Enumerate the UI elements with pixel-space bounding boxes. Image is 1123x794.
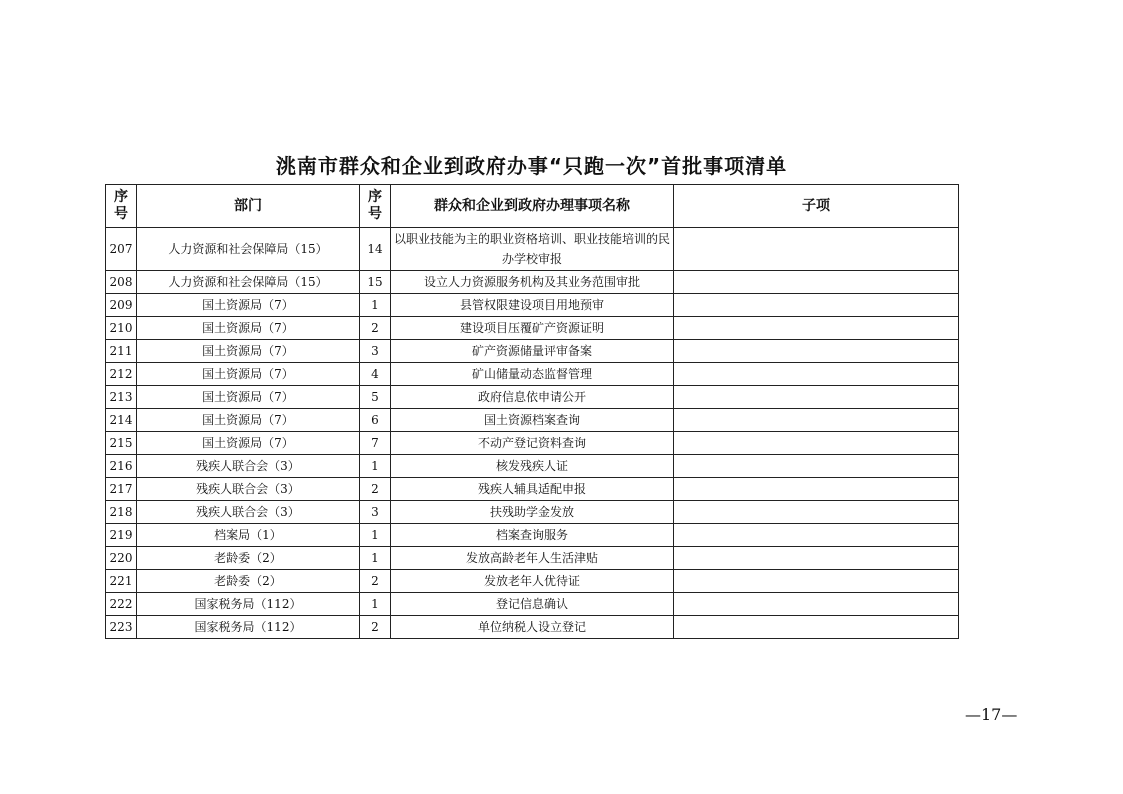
- table-row: [106, 363, 959, 386]
- cell-department: 残疾人联合会（3）: [137, 455, 360, 478]
- cell-seq: 213: [106, 386, 137, 409]
- cell-sub-seq: 1: [360, 455, 391, 478]
- cell-sub-seq: 2: [360, 616, 391, 639]
- cell-sub-item: [674, 570, 959, 593]
- cell-sub-seq: 1: [360, 593, 391, 616]
- cell-seq: 217: [106, 478, 137, 501]
- cell-item-name: 核发残疾人证: [391, 455, 674, 478]
- cell-department: 国土资源局（7）: [137, 363, 360, 386]
- cell-seq: 214: [106, 409, 137, 432]
- cell-item-name: 矿山储量动态监督管理: [391, 363, 674, 386]
- header-department: 部门: [137, 185, 360, 228]
- document-title: 洮南市群众和企业到政府办事“只跑一次”首批事项清单: [275, 154, 788, 178]
- cell-item-name: 登记信息确认: [391, 593, 674, 616]
- cell-sub-seq: 2: [360, 317, 391, 340]
- table-body: [106, 228, 959, 639]
- cell-sub-item: [674, 271, 959, 294]
- cell-sub-item: [674, 524, 959, 547]
- cell-sub-item: [674, 340, 959, 363]
- header-seq-line2: 号: [114, 206, 128, 222]
- table-row: [106, 317, 959, 340]
- cell-department: 国家税务局（112）: [137, 593, 360, 616]
- cell-department: 人力资源和社会保障局（15）: [137, 271, 360, 294]
- cell-sub-item: [674, 547, 959, 570]
- cell-seq: 212: [106, 363, 137, 386]
- cell-item-name: 发放高龄老年人生活津贴: [391, 547, 674, 570]
- cell-seq: 210: [106, 317, 137, 340]
- table-row: [106, 616, 959, 639]
- cell-sub-item: [674, 386, 959, 409]
- cell-department: 国土资源局（7）: [137, 294, 360, 317]
- table-row: [106, 386, 959, 409]
- table-row: [106, 432, 959, 455]
- cell-sub-seq: 4: [360, 363, 391, 386]
- cell-seq: 223: [106, 616, 137, 639]
- cell-seq: 207: [106, 228, 137, 271]
- table-header-row: [106, 185, 959, 228]
- cell-sub-item: [674, 455, 959, 478]
- table-row: [106, 501, 959, 524]
- cell-sub-seq: 3: [360, 340, 391, 363]
- table-row: [106, 340, 959, 363]
- table-row: [106, 455, 959, 478]
- cell-sub-item: [674, 478, 959, 501]
- table-row: [106, 271, 959, 294]
- cell-sub-seq: 7: [360, 432, 391, 455]
- cell-department: 国土资源局（7）: [137, 340, 360, 363]
- cell-seq: 221: [106, 570, 137, 593]
- header-sub-seq-line2: 号: [368, 206, 382, 222]
- cell-sub-seq: 6: [360, 409, 391, 432]
- cell-item-name: 以职业技能为主的职业资格培训、职业技能培训的民办学校审报: [391, 228, 674, 271]
- cell-seq: 219: [106, 524, 137, 547]
- cell-seq: 215: [106, 432, 137, 455]
- table-row: [106, 409, 959, 432]
- cell-seq: 211: [106, 340, 137, 363]
- table-row: [106, 570, 959, 593]
- cell-sub-seq: 14: [360, 228, 391, 271]
- table-row: [106, 294, 959, 317]
- cell-item-name: 设立人力资源服务机构及其业务范围审批: [391, 271, 674, 294]
- cell-sub-seq: 5: [360, 386, 391, 409]
- table-row: [106, 524, 959, 547]
- cell-department: 老龄委（2）: [137, 547, 360, 570]
- header-sub-seq-line1: 序: [368, 189, 382, 205]
- cell-sub-seq: 1: [360, 294, 391, 317]
- header-seq-line1: 序: [114, 189, 128, 205]
- cell-sub-item: [674, 501, 959, 524]
- header-sub-item: 子项: [674, 185, 959, 228]
- cell-sub-seq: 2: [360, 570, 391, 593]
- cell-item-name: 政府信息依申请公开: [391, 386, 674, 409]
- cell-item-name: 建设项目压覆矿产资源证明: [391, 317, 674, 340]
- cell-department: 国土资源局（7）: [137, 386, 360, 409]
- items-table: [105, 184, 959, 639]
- table-row: [106, 593, 959, 616]
- cell-seq: 220: [106, 547, 137, 570]
- table-row: [106, 228, 959, 271]
- header-item-name: 群众和企业到政府办理事项名称: [391, 185, 674, 228]
- cell-item-name: 矿产资源储量评审备案: [391, 340, 674, 363]
- cell-item-name: 档案查询服务: [391, 524, 674, 547]
- page-number: —17—: [965, 705, 1018, 724]
- cell-seq: 209: [106, 294, 137, 317]
- cell-sub-seq: 3: [360, 501, 391, 524]
- cell-department: 人力资源和社会保障局（15）: [137, 228, 360, 271]
- header-sub-seq: [360, 185, 391, 228]
- header-seq: [106, 185, 137, 228]
- cell-department: 国土资源局（7）: [137, 409, 360, 432]
- cell-item-name: 县管权限建设项目用地预审: [391, 294, 674, 317]
- cell-sub-seq: 1: [360, 524, 391, 547]
- cell-sub-seq: 15: [360, 271, 391, 294]
- cell-sub-item: [674, 294, 959, 317]
- cell-department: 残疾人联合会（3）: [137, 478, 360, 501]
- cell-department: 残疾人联合会（3）: [137, 501, 360, 524]
- cell-sub-item: [674, 616, 959, 639]
- cell-sub-item: [674, 317, 959, 340]
- cell-department: 老龄委（2）: [137, 570, 360, 593]
- cell-seq: 218: [106, 501, 137, 524]
- cell-department: 国土资源局（7）: [137, 432, 360, 455]
- cell-item-name: 发放老年人优待证: [391, 570, 674, 593]
- cell-item-name: 不动产登记资料查询: [391, 432, 674, 455]
- table-row: [106, 478, 959, 501]
- cell-seq: 208: [106, 271, 137, 294]
- cell-sub-item: [674, 409, 959, 432]
- cell-sub-item: [674, 432, 959, 455]
- cell-item-name: 残疾人辅具适配申报: [391, 478, 674, 501]
- cell-item-name: 单位纳税人设立登记: [391, 616, 674, 639]
- cell-item-name: 扶残助学金发放: [391, 501, 674, 524]
- table-row: [106, 547, 959, 570]
- cell-sub-item: [674, 228, 959, 271]
- cell-item-name: 国土资源档案查询: [391, 409, 674, 432]
- cell-seq: 222: [106, 593, 137, 616]
- cell-department: 档案局（1）: [137, 524, 360, 547]
- cell-sub-item: [674, 593, 959, 616]
- cell-sub-seq: 1: [360, 547, 391, 570]
- cell-sub-seq: 2: [360, 478, 391, 501]
- cell-seq: 216: [106, 455, 137, 478]
- cell-department: 国土资源局（7）: [137, 317, 360, 340]
- cell-department: 国家税务局（112）: [137, 616, 360, 639]
- cell-sub-item: [674, 363, 959, 386]
